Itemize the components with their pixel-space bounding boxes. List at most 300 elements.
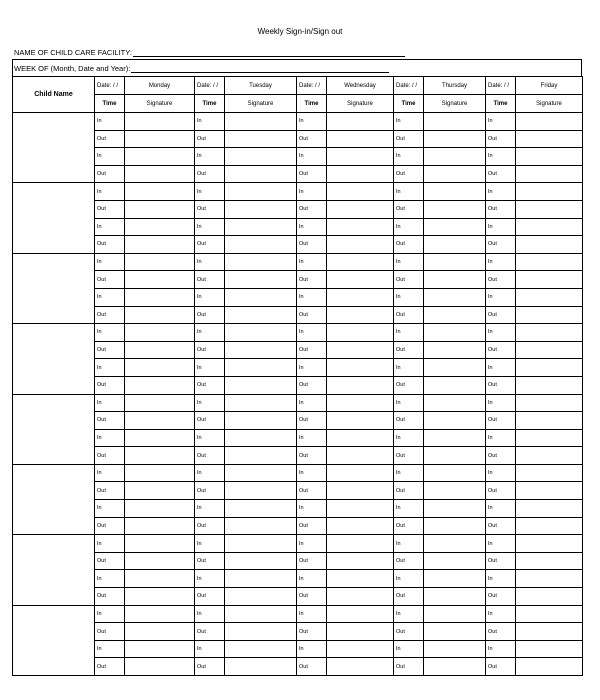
time-cell-tuesday[interactable]: In	[195, 605, 225, 623]
signature-cell-wednesday[interactable]	[327, 588, 394, 606]
time-cell-tuesday[interactable]: Out	[195, 376, 225, 394]
time-cell-monday[interactable]: Out	[95, 658, 125, 676]
signature-cell-monday[interactable]	[125, 183, 195, 201]
time-cell-tuesday[interactable]: In	[195, 253, 225, 271]
signature-cell-friday[interactable]	[516, 148, 583, 166]
time-cell-friday[interactable]: Out	[486, 306, 516, 324]
signature-cell-friday[interactable]	[516, 324, 583, 342]
time-cell-monday[interactable]: In	[95, 183, 125, 201]
time-cell-thursday[interactable]: Out	[394, 341, 424, 359]
time-cell-thursday[interactable]: Out	[394, 482, 424, 500]
signature-cell-tuesday[interactable]	[225, 412, 297, 430]
time-cell-tuesday[interactable]: In	[195, 429, 225, 447]
time-cell-tuesday[interactable]: Out	[195, 482, 225, 500]
signature-cell-tuesday[interactable]	[225, 464, 297, 482]
time-cell-wednesday[interactable]: Out	[297, 200, 327, 218]
signature-cell-monday[interactable]	[125, 324, 195, 342]
time-cell-thursday[interactable]: In	[394, 429, 424, 447]
time-cell-thursday[interactable]: Out	[394, 517, 424, 535]
signature-cell-wednesday[interactable]	[327, 183, 394, 201]
time-cell-friday[interactable]: In	[486, 113, 516, 131]
time-cell-wednesday[interactable]: Out	[297, 658, 327, 676]
time-cell-thursday[interactable]: Out	[394, 447, 424, 465]
signature-cell-tuesday[interactable]	[225, 183, 297, 201]
time-cell-tuesday[interactable]: In	[195, 288, 225, 306]
time-cell-wednesday[interactable]: In	[297, 570, 327, 588]
signature-cell-friday[interactable]	[516, 412, 583, 430]
time-cell-thursday[interactable]: In	[394, 148, 424, 166]
time-cell-tuesday[interactable]: In	[195, 183, 225, 201]
signature-cell-wednesday[interactable]	[327, 429, 394, 447]
signature-cell-friday[interactable]	[516, 429, 583, 447]
child-name-cell[interactable]	[13, 113, 95, 183]
time-cell-thursday[interactable]: Out	[394, 623, 424, 641]
time-cell-monday[interactable]: Out	[95, 130, 125, 148]
signature-cell-wednesday[interactable]	[327, 394, 394, 412]
time-cell-friday[interactable]: Out	[486, 271, 516, 289]
signature-cell-wednesday[interactable]	[327, 376, 394, 394]
signature-cell-monday[interactable]	[125, 552, 195, 570]
time-cell-monday[interactable]: In	[95, 324, 125, 342]
signature-cell-friday[interactable]	[516, 341, 583, 359]
signature-cell-tuesday[interactable]	[225, 288, 297, 306]
signature-cell-tuesday[interactable]	[225, 605, 297, 623]
signature-cell-friday[interactable]	[516, 658, 583, 676]
signature-cell-wednesday[interactable]	[327, 324, 394, 342]
signature-cell-wednesday[interactable]	[327, 535, 394, 553]
signature-cell-tuesday[interactable]	[225, 324, 297, 342]
child-name-cell[interactable]	[13, 605, 95, 675]
time-cell-friday[interactable]: In	[486, 324, 516, 342]
signature-cell-friday[interactable]	[516, 552, 583, 570]
signature-cell-thursday[interactable]	[424, 324, 486, 342]
signature-cell-monday[interactable]	[125, 130, 195, 148]
time-cell-friday[interactable]: In	[486, 605, 516, 623]
time-cell-thursday[interactable]: In	[394, 640, 424, 658]
time-cell-monday[interactable]: In	[95, 640, 125, 658]
time-cell-monday[interactable]: In	[95, 288, 125, 306]
signature-cell-thursday[interactable]	[424, 306, 486, 324]
child-name-cell[interactable]	[13, 535, 95, 605]
child-name-cell[interactable]	[13, 324, 95, 394]
time-cell-tuesday[interactable]: In	[195, 570, 225, 588]
signature-cell-friday[interactable]	[516, 253, 583, 271]
time-cell-wednesday[interactable]: In	[297, 359, 327, 377]
time-cell-thursday[interactable]: Out	[394, 200, 424, 218]
signature-cell-friday[interactable]	[516, 517, 583, 535]
time-cell-thursday[interactable]: Out	[394, 165, 424, 183]
time-cell-thursday[interactable]: In	[394, 183, 424, 201]
time-cell-thursday[interactable]: In	[394, 394, 424, 412]
time-cell-tuesday[interactable]: Out	[195, 341, 225, 359]
signature-cell-tuesday[interactable]	[225, 359, 297, 377]
signature-cell-tuesday[interactable]	[225, 394, 297, 412]
signature-cell-wednesday[interactable]	[327, 658, 394, 676]
signature-cell-tuesday[interactable]	[225, 376, 297, 394]
signature-cell-friday[interactable]	[516, 130, 583, 148]
time-cell-friday[interactable]: Out	[486, 236, 516, 254]
time-cell-thursday[interactable]: In	[394, 218, 424, 236]
signature-cell-wednesday[interactable]	[327, 113, 394, 131]
time-cell-friday[interactable]: Out	[486, 412, 516, 430]
signature-cell-wednesday[interactable]	[327, 165, 394, 183]
time-cell-friday[interactable]: In	[486, 570, 516, 588]
signature-cell-wednesday[interactable]	[327, 271, 394, 289]
time-cell-tuesday[interactable]: Out	[195, 658, 225, 676]
signature-cell-tuesday[interactable]	[225, 623, 297, 641]
time-cell-monday[interactable]: In	[95, 113, 125, 131]
time-cell-tuesday[interactable]: Out	[195, 447, 225, 465]
time-cell-thursday[interactable]: Out	[394, 130, 424, 148]
signature-cell-friday[interactable]	[516, 306, 583, 324]
signature-cell-monday[interactable]	[125, 288, 195, 306]
signature-cell-tuesday[interactable]	[225, 658, 297, 676]
signature-cell-thursday[interactable]	[424, 288, 486, 306]
signature-cell-monday[interactable]	[125, 113, 195, 131]
time-cell-wednesday[interactable]: Out	[297, 552, 327, 570]
signature-cell-wednesday[interactable]	[327, 288, 394, 306]
signature-cell-tuesday[interactable]	[225, 165, 297, 183]
signature-cell-monday[interactable]	[125, 640, 195, 658]
signature-cell-monday[interactable]	[125, 271, 195, 289]
time-cell-monday[interactable]: In	[95, 605, 125, 623]
signature-cell-thursday[interactable]	[424, 588, 486, 606]
signature-cell-monday[interactable]	[125, 218, 195, 236]
signature-cell-monday[interactable]	[125, 376, 195, 394]
time-cell-friday[interactable]: Out	[486, 623, 516, 641]
time-cell-monday[interactable]: Out	[95, 447, 125, 465]
signature-cell-monday[interactable]	[125, 658, 195, 676]
signature-cell-monday[interactable]	[125, 200, 195, 218]
signature-cell-wednesday[interactable]	[327, 306, 394, 324]
time-cell-wednesday[interactable]: In	[297, 324, 327, 342]
signature-cell-monday[interactable]	[125, 570, 195, 588]
time-cell-thursday[interactable]: Out	[394, 271, 424, 289]
time-cell-wednesday[interactable]: Out	[297, 130, 327, 148]
time-cell-thursday[interactable]: Out	[394, 658, 424, 676]
signature-cell-monday[interactable]	[125, 236, 195, 254]
time-cell-friday[interactable]: Out	[486, 130, 516, 148]
time-cell-monday[interactable]: Out	[95, 271, 125, 289]
signature-cell-tuesday[interactable]	[225, 148, 297, 166]
signature-cell-monday[interactable]	[125, 341, 195, 359]
time-cell-tuesday[interactable]: Out	[195, 552, 225, 570]
signature-cell-thursday[interactable]	[424, 482, 486, 500]
time-cell-tuesday[interactable]: Out	[195, 588, 225, 606]
signature-cell-wednesday[interactable]	[327, 130, 394, 148]
time-cell-tuesday[interactable]: Out	[195, 236, 225, 254]
signature-cell-thursday[interactable]	[424, 341, 486, 359]
time-cell-wednesday[interactable]: In	[297, 500, 327, 518]
time-cell-thursday[interactable]: In	[394, 288, 424, 306]
signature-cell-thursday[interactable]	[424, 623, 486, 641]
time-cell-thursday[interactable]: In	[394, 464, 424, 482]
time-cell-wednesday[interactable]: In	[297, 148, 327, 166]
week-of-field[interactable]	[131, 64, 389, 73]
time-cell-monday[interactable]: Out	[95, 200, 125, 218]
signature-cell-tuesday[interactable]	[225, 341, 297, 359]
facility-name-field[interactable]	[133, 48, 405, 57]
signature-cell-monday[interactable]	[125, 394, 195, 412]
time-cell-friday[interactable]: In	[486, 640, 516, 658]
time-cell-wednesday[interactable]: Out	[297, 271, 327, 289]
signature-cell-friday[interactable]	[516, 200, 583, 218]
time-cell-monday[interactable]: Out	[95, 236, 125, 254]
time-cell-friday[interactable]: In	[486, 429, 516, 447]
signature-cell-tuesday[interactable]	[225, 500, 297, 518]
signature-cell-friday[interactable]	[516, 500, 583, 518]
time-cell-friday[interactable]: In	[486, 500, 516, 518]
time-cell-wednesday[interactable]: In	[297, 394, 327, 412]
time-cell-tuesday[interactable]: Out	[195, 200, 225, 218]
signature-cell-thursday[interactable]	[424, 253, 486, 271]
signature-cell-friday[interactable]	[516, 447, 583, 465]
signature-cell-friday[interactable]	[516, 359, 583, 377]
signature-cell-monday[interactable]	[125, 359, 195, 377]
time-cell-wednesday[interactable]: Out	[297, 376, 327, 394]
signature-cell-tuesday[interactable]	[225, 429, 297, 447]
time-cell-tuesday[interactable]: Out	[195, 165, 225, 183]
signature-cell-monday[interactable]	[125, 253, 195, 271]
signature-cell-monday[interactable]	[125, 588, 195, 606]
signature-cell-thursday[interactable]	[424, 517, 486, 535]
signature-cell-friday[interactable]	[516, 288, 583, 306]
time-cell-tuesday[interactable]: Out	[195, 306, 225, 324]
time-cell-thursday[interactable]: In	[394, 500, 424, 518]
signature-cell-wednesday[interactable]	[327, 623, 394, 641]
date-cell-thursday[interactable]: Date: / /	[394, 77, 424, 95]
time-cell-thursday[interactable]: Out	[394, 376, 424, 394]
signature-cell-thursday[interactable]	[424, 429, 486, 447]
time-cell-monday[interactable]: In	[95, 253, 125, 271]
signature-cell-friday[interactable]	[516, 113, 583, 131]
signature-cell-wednesday[interactable]	[327, 517, 394, 535]
signature-cell-friday[interactable]	[516, 376, 583, 394]
signature-cell-thursday[interactable]	[424, 500, 486, 518]
time-cell-friday[interactable]: Out	[486, 658, 516, 676]
time-cell-friday[interactable]: In	[486, 253, 516, 271]
signature-cell-thursday[interactable]	[424, 658, 486, 676]
date-cell-tuesday[interactable]: Date: / /	[195, 77, 225, 95]
time-cell-thursday[interactable]: Out	[394, 588, 424, 606]
signature-cell-wednesday[interactable]	[327, 552, 394, 570]
signature-cell-monday[interactable]	[125, 429, 195, 447]
time-cell-thursday[interactable]: Out	[394, 552, 424, 570]
signature-cell-thursday[interactable]	[424, 605, 486, 623]
signature-cell-monday[interactable]	[125, 500, 195, 518]
signature-cell-monday[interactable]	[125, 306, 195, 324]
signature-cell-tuesday[interactable]	[225, 447, 297, 465]
time-cell-wednesday[interactable]: In	[297, 535, 327, 553]
time-cell-friday[interactable]: In	[486, 464, 516, 482]
time-cell-tuesday[interactable]: In	[195, 464, 225, 482]
signature-cell-thursday[interactable]	[424, 359, 486, 377]
signature-cell-thursday[interactable]	[424, 218, 486, 236]
signature-cell-thursday[interactable]	[424, 183, 486, 201]
signature-cell-monday[interactable]	[125, 605, 195, 623]
time-cell-wednesday[interactable]: Out	[297, 341, 327, 359]
time-cell-tuesday[interactable]: Out	[195, 517, 225, 535]
signature-cell-wednesday[interactable]	[327, 200, 394, 218]
time-cell-tuesday[interactable]: In	[195, 535, 225, 553]
time-cell-tuesday[interactable]: In	[195, 640, 225, 658]
signature-cell-thursday[interactable]	[424, 200, 486, 218]
signature-cell-wednesday[interactable]	[327, 253, 394, 271]
time-cell-wednesday[interactable]: In	[297, 183, 327, 201]
time-cell-friday[interactable]: Out	[486, 588, 516, 606]
time-cell-friday[interactable]: In	[486, 148, 516, 166]
time-cell-wednesday[interactable]: Out	[297, 447, 327, 465]
signature-cell-thursday[interactable]	[424, 113, 486, 131]
signature-cell-wednesday[interactable]	[327, 605, 394, 623]
time-cell-monday[interactable]: Out	[95, 412, 125, 430]
signature-cell-tuesday[interactable]	[225, 306, 297, 324]
signature-cell-thursday[interactable]	[424, 447, 486, 465]
signature-cell-thursday[interactable]	[424, 570, 486, 588]
signature-cell-friday[interactable]	[516, 640, 583, 658]
signature-cell-monday[interactable]	[125, 447, 195, 465]
time-cell-friday[interactable]: In	[486, 359, 516, 377]
signature-cell-thursday[interactable]	[424, 148, 486, 166]
signature-cell-monday[interactable]	[125, 148, 195, 166]
time-cell-friday[interactable]: Out	[486, 200, 516, 218]
signature-cell-tuesday[interactable]	[225, 517, 297, 535]
time-cell-tuesday[interactable]: Out	[195, 412, 225, 430]
signature-cell-friday[interactable]	[516, 271, 583, 289]
time-cell-wednesday[interactable]: In	[297, 640, 327, 658]
time-cell-friday[interactable]: In	[486, 535, 516, 553]
signature-cell-wednesday[interactable]	[327, 236, 394, 254]
time-cell-wednesday[interactable]: Out	[297, 236, 327, 254]
signature-cell-wednesday[interactable]	[327, 570, 394, 588]
signature-cell-thursday[interactable]	[424, 271, 486, 289]
signature-cell-monday[interactable]	[125, 165, 195, 183]
time-cell-wednesday[interactable]: Out	[297, 412, 327, 430]
signature-cell-monday[interactable]	[125, 517, 195, 535]
signature-cell-thursday[interactable]	[424, 464, 486, 482]
time-cell-friday[interactable]: In	[486, 288, 516, 306]
signature-cell-monday[interactable]	[125, 412, 195, 430]
time-cell-friday[interactable]: Out	[486, 552, 516, 570]
time-cell-thursday[interactable]: In	[394, 253, 424, 271]
time-cell-monday[interactable]: Out	[95, 482, 125, 500]
signature-cell-tuesday[interactable]	[225, 271, 297, 289]
time-cell-wednesday[interactable]: In	[297, 605, 327, 623]
signature-cell-friday[interactable]	[516, 236, 583, 254]
signature-cell-friday[interactable]	[516, 535, 583, 553]
time-cell-friday[interactable]: Out	[486, 376, 516, 394]
time-cell-friday[interactable]: In	[486, 218, 516, 236]
time-cell-friday[interactable]: Out	[486, 482, 516, 500]
time-cell-wednesday[interactable]: In	[297, 253, 327, 271]
signature-cell-friday[interactable]	[516, 464, 583, 482]
time-cell-thursday[interactable]: In	[394, 535, 424, 553]
time-cell-friday[interactable]: Out	[486, 341, 516, 359]
time-cell-thursday[interactable]: In	[394, 324, 424, 342]
signature-cell-thursday[interactable]	[424, 394, 486, 412]
signature-cell-monday[interactable]	[125, 482, 195, 500]
time-cell-thursday[interactable]: In	[394, 570, 424, 588]
time-cell-friday[interactable]: In	[486, 183, 516, 201]
signature-cell-tuesday[interactable]	[225, 570, 297, 588]
signature-cell-thursday[interactable]	[424, 376, 486, 394]
time-cell-tuesday[interactable]: In	[195, 500, 225, 518]
time-cell-tuesday[interactable]: In	[195, 113, 225, 131]
time-cell-wednesday[interactable]: Out	[297, 165, 327, 183]
signature-cell-tuesday[interactable]	[225, 113, 297, 131]
time-cell-wednesday[interactable]: Out	[297, 588, 327, 606]
time-cell-wednesday[interactable]: In	[297, 464, 327, 482]
date-cell-monday[interactable]: Date: / /	[95, 77, 125, 95]
time-cell-thursday[interactable]: In	[394, 359, 424, 377]
time-cell-thursday[interactable]: In	[394, 113, 424, 131]
time-cell-wednesday[interactable]: Out	[297, 482, 327, 500]
time-cell-friday[interactable]: Out	[486, 165, 516, 183]
signature-cell-tuesday[interactable]	[225, 253, 297, 271]
signature-cell-wednesday[interactable]	[327, 148, 394, 166]
signature-cell-wednesday[interactable]	[327, 464, 394, 482]
time-cell-friday[interactable]: Out	[486, 447, 516, 465]
time-cell-thursday[interactable]: In	[394, 605, 424, 623]
date-cell-wednesday[interactable]: Date: / /	[297, 77, 327, 95]
signature-cell-thursday[interactable]	[424, 236, 486, 254]
time-cell-wednesday[interactable]: In	[297, 218, 327, 236]
time-cell-friday[interactable]: In	[486, 394, 516, 412]
time-cell-monday[interactable]: Out	[95, 517, 125, 535]
signature-cell-thursday[interactable]	[424, 165, 486, 183]
signature-cell-monday[interactable]	[125, 464, 195, 482]
time-cell-wednesday[interactable]: In	[297, 113, 327, 131]
signature-cell-monday[interactable]	[125, 623, 195, 641]
time-cell-monday[interactable]: In	[95, 464, 125, 482]
signature-cell-tuesday[interactable]	[225, 640, 297, 658]
time-cell-monday[interactable]: In	[95, 218, 125, 236]
time-cell-wednesday[interactable]: In	[297, 429, 327, 447]
signature-cell-tuesday[interactable]	[225, 535, 297, 553]
time-cell-monday[interactable]: In	[95, 570, 125, 588]
time-cell-tuesday[interactable]: In	[195, 359, 225, 377]
signature-cell-monday[interactable]	[125, 535, 195, 553]
time-cell-wednesday[interactable]: Out	[297, 306, 327, 324]
time-cell-friday[interactable]: Out	[486, 517, 516, 535]
time-cell-tuesday[interactable]: Out	[195, 130, 225, 148]
signature-cell-friday[interactable]	[516, 394, 583, 412]
signature-cell-friday[interactable]	[516, 623, 583, 641]
signature-cell-friday[interactable]	[516, 482, 583, 500]
time-cell-tuesday[interactable]: In	[195, 148, 225, 166]
signature-cell-tuesday[interactable]	[225, 130, 297, 148]
signature-cell-friday[interactable]	[516, 570, 583, 588]
signature-cell-wednesday[interactable]	[327, 482, 394, 500]
signature-cell-friday[interactable]	[516, 218, 583, 236]
signature-cell-thursday[interactable]	[424, 535, 486, 553]
child-name-cell[interactable]	[13, 394, 95, 464]
time-cell-tuesday[interactable]: In	[195, 324, 225, 342]
signature-cell-thursday[interactable]	[424, 640, 486, 658]
time-cell-monday[interactable]: In	[95, 429, 125, 447]
signature-cell-wednesday[interactable]	[327, 412, 394, 430]
child-name-cell[interactable]	[13, 183, 95, 253]
time-cell-thursday[interactable]: Out	[394, 412, 424, 430]
time-cell-monday[interactable]: In	[95, 500, 125, 518]
signature-cell-tuesday[interactable]	[225, 236, 297, 254]
signature-cell-wednesday[interactable]	[327, 359, 394, 377]
time-cell-wednesday[interactable]: In	[297, 288, 327, 306]
time-cell-monday[interactable]: Out	[95, 341, 125, 359]
signature-cell-tuesday[interactable]	[225, 200, 297, 218]
time-cell-monday[interactable]: In	[95, 148, 125, 166]
time-cell-tuesday[interactable]: Out	[195, 623, 225, 641]
